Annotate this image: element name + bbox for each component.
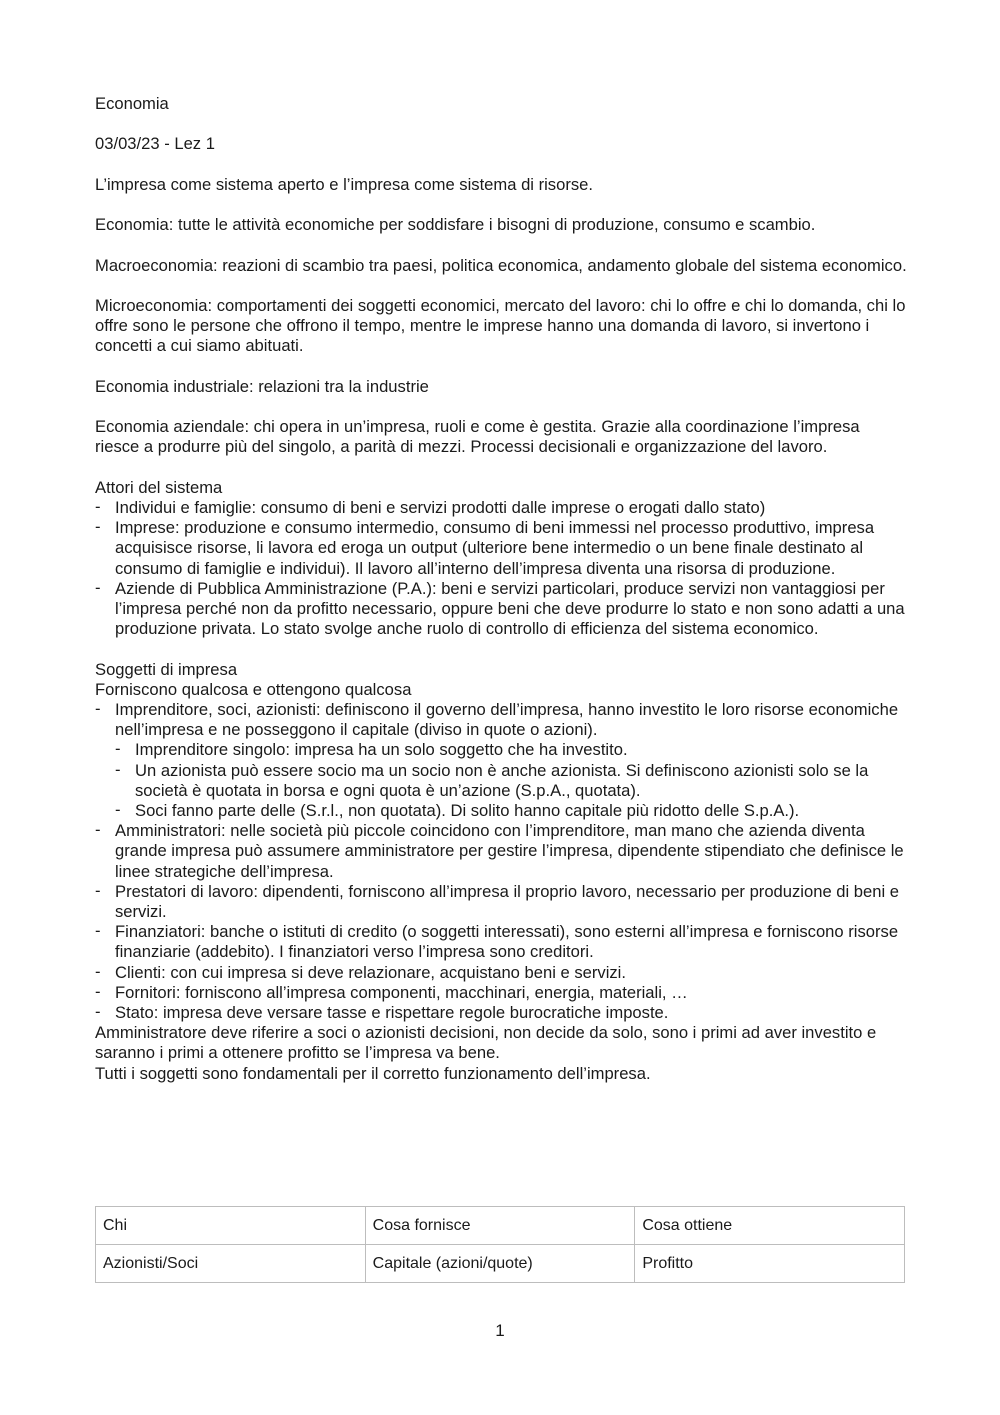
list-item: - Aziende di Pubblica Amministrazione (P.A.): beni e servizi particolari, produce servizi non vantaggiosi per l’impresa perché non da profitto necessario, oppure beni che deve produrre lo stato e non sono adatti a una produzione privata. Lo stato svolge anche ruolo di controllo di efficienza del sistema economico. bbox=[95, 579, 907, 640]
sub-list-item: - Imprenditore singolo: impresa ha un solo soggetto che ha investito. bbox=[115, 740, 907, 760]
soggetti-list-continued bbox=[95, 821, 907, 1023]
sub-list-item: - Soci fanno parte delle (S.r.l., non quotata). Di solito hanno capitale più ridotto delle S.p.A.). bbox=[115, 801, 907, 821]
list-item: - Individui e famiglie: consumo di beni e servizi prodotti dalle imprese o erogati dallo stato) bbox=[95, 498, 907, 518]
list-item: - Fornitori: forniscono all’impresa componenti, macchinari, energia, materiali, … bbox=[95, 983, 907, 1003]
paragraph-economia-aziendale: Economia aziendale: chi opera in un’impresa, ruoli e come è gestita. Grazie alla coordinazione l’impresa riesce a produrre più del singolo, a parità di mezzi. Processi decisionali e organizzazione del lavoro. bbox=[95, 417, 860, 457]
list-item: - Stato: impresa deve versare tasse e rispettare regole burocratiche imposte. bbox=[95, 1003, 907, 1023]
paragraph-economia: Economia: tutte le attività economiche per soddisfare i bisogni di produzione, consumo e scambio. bbox=[95, 215, 816, 235]
document-body bbox=[95, 94, 907, 1084]
soggetti-table bbox=[95, 1206, 905, 1283]
page-number: 1 bbox=[495, 1321, 505, 1340]
table-header-cell: Cosa fornisce bbox=[365, 1207, 635, 1245]
list-item bbox=[95, 700, 907, 740]
table-cell: Profitto bbox=[635, 1245, 905, 1283]
paragraph-economia-industriale: Economia industriale: relazioni tra la industrie bbox=[95, 376, 429, 396]
table-cell: Capitale (azioni/quote) bbox=[365, 1245, 635, 1283]
list-item-text: Imprenditore, soci, azionisti: definiscono il governo dell’impresa, hanno investito le loro risorse economiche nell’impresa e ne posseggono il capitale (diviso in quote o azioni). bbox=[115, 699, 899, 740]
table-row bbox=[96, 1245, 905, 1283]
list-item: - Prestatori di lavoro: dipendenti, forniscono all’impresa il proprio lavoro, necessario per produzione di beni e servizi. bbox=[95, 882, 907, 922]
paragraph-intro: L’impresa come sistema aperto e l’impresa come sistema di risorse. bbox=[95, 174, 593, 194]
attori-list bbox=[95, 498, 907, 639]
paragraph-tutti-soggetti: Tutti i soggetti sono fondamentali per il corretto funzionamento dell’impresa. bbox=[95, 1063, 651, 1083]
paragraph-microeconomia: Microeconomia: comportamenti dei soggetti economici, mercato del lavoro: chi lo offre e chi lo domanda, chi lo offre sono le persone che offrono il tempo, mentre le imprese hanno una domanda di lavoro, si invertono i concetti a cui siamo abituati. bbox=[95, 295, 906, 356]
document-title: Economia bbox=[95, 94, 169, 113]
section-subheading-soggetti: Forniscono qualcosa e ottengono qualcosa bbox=[95, 679, 412, 699]
soggetti-list bbox=[95, 700, 907, 740]
list-item: - Finanziatori: banche o istituti di credito (o soggetti interessati), sono esterni all’impresa e forniscono risorse finanziarie (addebito). I finanziatori verso l’impresa sono creditori. bbox=[95, 922, 907, 962]
table-header-cell: Chi bbox=[96, 1207, 366, 1245]
table-header-cell: Cosa ottiene bbox=[635, 1207, 905, 1245]
list-item: - Imprese: produzione e consumo intermedio, consumo di beni immessi nel processo produttivo, impresa acquisisce risorse, li lavora ed eroga un output (ulteriore bene intermedio o un bene finale destinato al consumo di famiglie e individui). Il lavoro all’interno dell’impresa diventa una risorsa di produzione. bbox=[95, 518, 907, 579]
lecture-date: 03/03/23 - Lez 1 bbox=[95, 134, 215, 154]
soggetti-sublist bbox=[115, 740, 907, 821]
paragraph-amministratore: Amministratore deve riferire a soci o azionisti decisioni, non decide da solo, sono i primi ad aver investito e saranno i primi a ottenere profitto se l’impresa va bene. bbox=[95, 1023, 877, 1063]
list-item: - Amministratori: nelle società più piccole coincidono con l’imprenditore, man mano che azienda diventa grande impresa può assumere amministratore per gestire l’impresa, dipendente stipendiato che definisce le linee strategiche dell’impresa. bbox=[95, 821, 907, 882]
section-heading-attori: Attori del sistema bbox=[95, 477, 223, 497]
sub-list-item: - Un azionista può essere socio ma un socio non è anche azionista. Si definiscono azionisti solo se la società è quotata in borsa e ogni quota è un’azione (S.p.A., quotata). bbox=[115, 761, 907, 801]
paragraph-macroeconomia: Macroeconomia: reazioni di scambio tra paesi, politica economica, andamento globale del sistema economico. bbox=[95, 255, 907, 275]
table-cell: Azionisti/Soci bbox=[96, 1245, 366, 1283]
section-heading-soggetti: Soggetti di impresa bbox=[95, 659, 238, 679]
list-item: - Clienti: con cui impresa si deve relazionare, acquistano beni e servizi. bbox=[95, 963, 907, 983]
table-header-row bbox=[96, 1207, 905, 1245]
